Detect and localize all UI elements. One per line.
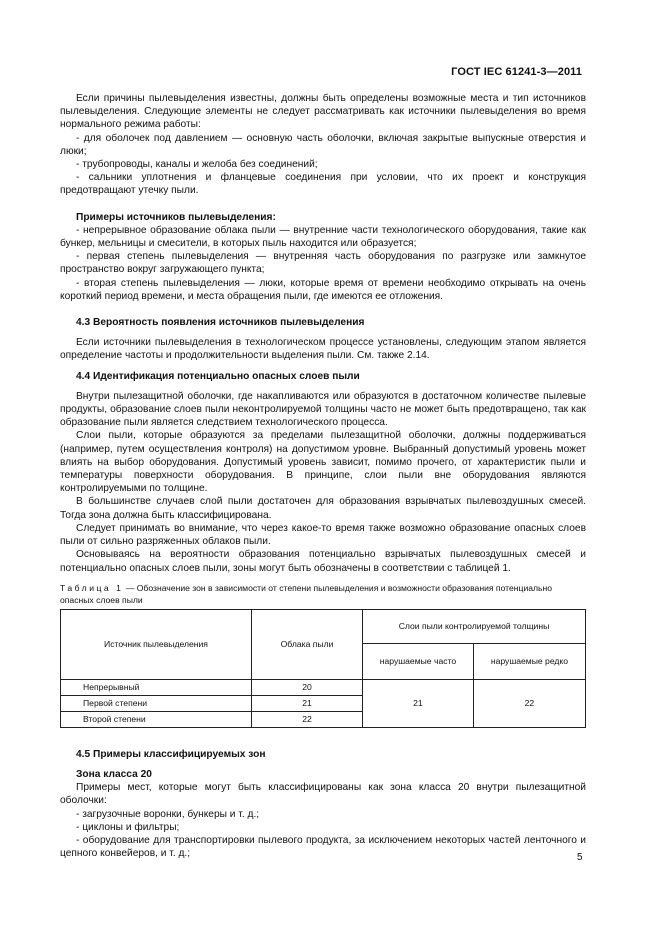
- table-header-layers: Слои пыли контролируемой толщины: [363, 609, 586, 643]
- table-cell-source: Второй степени: [61, 711, 252, 727]
- table-caption: [60, 582, 586, 606]
- table-header-clouds: Облака пыли: [252, 609, 363, 679]
- intro-item: - трубопроводы, каналы и желоба без соединений;: [76, 159, 318, 171]
- intro-item: - для оболочек под давлением — основную часть оболочки, включая закрытые выпускные отверстия и люки;: [60, 132, 586, 157]
- table-header-often: нарушаемые часто: [363, 643, 474, 679]
- section-4-4-paragraph: Следует принимать во внимание, что через какое-то время также возможно образование опасных слоев пыли от сильно разряженных облаков пыли.: [60, 522, 586, 548]
- example-item: - первая степень пылевыделения — внутренняя часть оборудования по разгрузке или замкнутое пространство вокруг загружающего пункта;: [60, 251, 586, 276]
- table-cell-rarely: 22: [473, 679, 585, 727]
- table-cell-source: Непрерывный: [61, 679, 252, 695]
- intro-item: - сальники уплотнения и фланцевые соединения при условии, что их проект и конструкция предотвращают утечку пыли.: [60, 172, 586, 197]
- section-4-4-paragraph: В большинстве случаев слой пыли достаточен для образования взрывчатых пылевоздушных смесей. Тогда зона должна быть классифицирована.: [60, 496, 586, 521]
- table-caption-text: — Обозначение зон в зависимости от степени пылевыделения и возможности образования потенциально опасных слоев пыли: [60, 582, 553, 605]
- table-row: [61, 679, 586, 695]
- zone-20-item: - циклоны и фильтры;: [76, 821, 180, 833]
- intro-paragraph: Если причины пылевыделения известны, должны быть определены возможные места и тип источников пылевыделения. Следующие элементы не следует рассматривать как источники пылевыделения во время нормального режима работы:: [60, 93, 586, 131]
- zone-20-item: - загрузочные воронки, бункеры и т. д.;: [76, 808, 260, 820]
- document-body: [60, 92, 586, 860]
- table-cell-cloud: 21: [252, 695, 363, 711]
- examples-heading: Примеры источников пылевыделения:: [76, 211, 276, 223]
- table-header-rarely: нарушаемые редко: [473, 643, 585, 679]
- section-4-4-paragraph: Основываясь на вероятности образования потенциально взрывчатых пылевоздушных смесей и потенциально опасных слоев пыли, зоны могут быть обозначены в соответствии с таблицей 1.: [60, 549, 586, 574]
- section-4-4-paragraph: Слои пыли, которые образуются за пределами пылезащитной оболочки, должны поддерживаться (например, путем осуществления контроля) на допустимом уровне. Выбранный допустимый уровень может влиять на выбор оборудования. Допустимый уровень зависит, помимо прочего, от характеристик пыли и температуры поверхности оборудования. В принципе, слои пыли вне оборудования являются контролируемыми по толщине.: [60, 430, 586, 495]
- zone-table: [60, 609, 586, 728]
- section-4-5-heading: 4.5 Примеры классифицируемых зон: [76, 748, 266, 760]
- table-caption-label: Таблица 1: [60, 582, 124, 593]
- section-4-4-heading: 4.4 Идентификация потенциально опасных слоев пыли: [76, 370, 360, 382]
- table-cell-source: Первой степени: [61, 695, 252, 711]
- table-cell-often: 21: [363, 679, 474, 727]
- document-header: ГОСТ IEC 61241-3—2011: [451, 66, 582, 78]
- table-cell-cloud: 20: [252, 679, 363, 695]
- section-4-3-text: Если источники пылевыделения в технологическом процессе установлены, следующим этапом является определение частоты и продолжительности выделения пыли. См. также 2.14.: [60, 337, 586, 362]
- section-4-4-paragraph: Внутри пылезащитной оболочки, где накапливаются или образуются в достаточном количестве пылевые продукты, образование слоев пыли неконтролируемой толщины часто не может быть предотвращено, так как образование пыли является следствием технологического процесса.: [60, 390, 586, 429]
- section-4-3-heading: 4.3 Вероятность появления источников пылевыделения: [76, 317, 365, 329]
- example-item: - непрерывное образование облака пыли — внутренние части технологического оборудования, такие как бункер, мельницы и смесители, в которых пыль находится или образуется;: [60, 224, 586, 250]
- table-header-source: Источник пылевыделения: [61, 609, 252, 679]
- example-item: - вторая степень пылевыделения — люки, которые время от времени необходимо открывать на очень короткий период времени, и места обращения пыли, где имеются ее отложения.: [60, 277, 586, 302]
- page-number: 5: [577, 852, 583, 863]
- table-cell-cloud: 22: [252, 711, 363, 727]
- section-4-5-text: Примеры мест, которые могут быть классифицированы как зона класса 20 внутри пылезащитной оболочки:: [60, 782, 586, 807]
- zone-20-item: - оборудование для транспортировки пылевого продукта, за исключением некоторых частей ленточного и цепного конвейеров, и т. д.;: [60, 834, 586, 860]
- zone-20-heading: Зона класса 20: [76, 768, 152, 780]
